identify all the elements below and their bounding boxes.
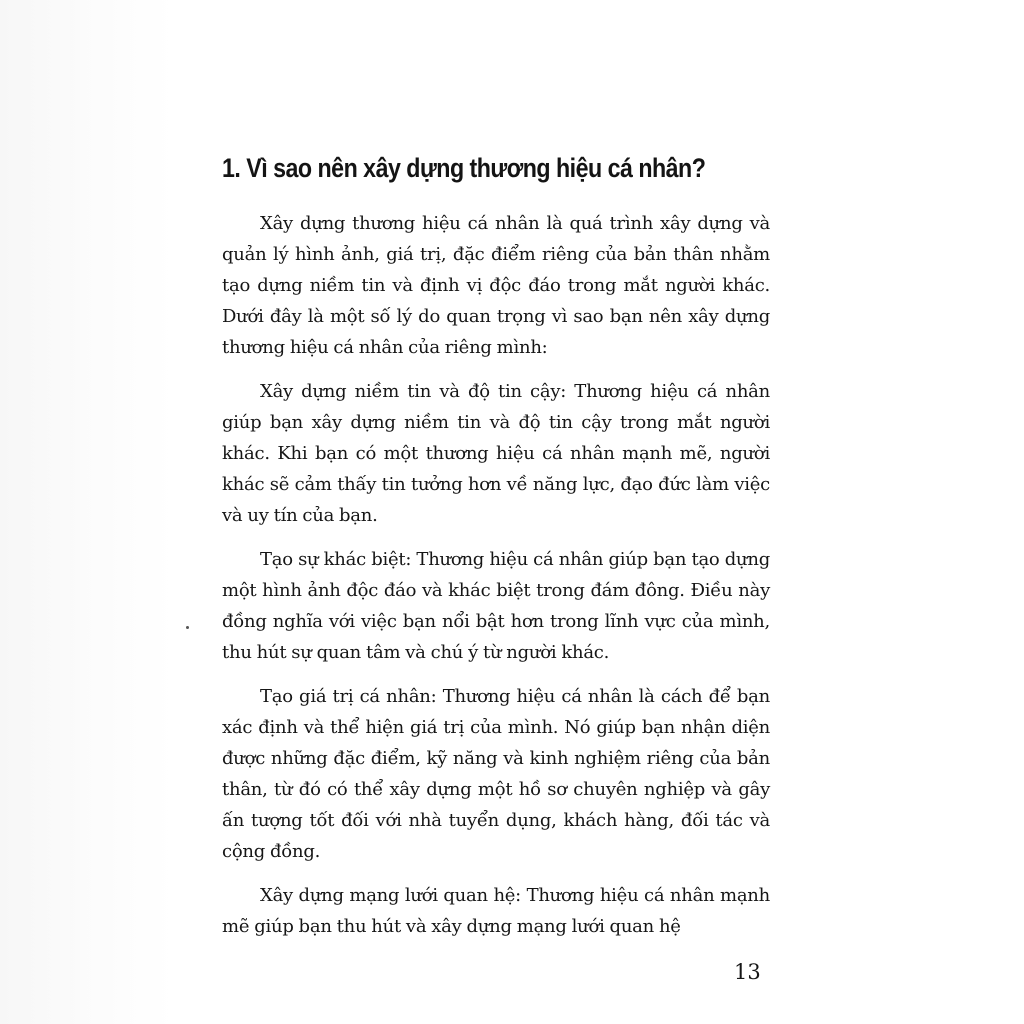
page-shadow bbox=[0, 0, 175, 1024]
paragraph-personal-value: Tạo giá trị cá nhân: Thương hiệu cá nhân là cách để bạn xác định và thể hiện giá trị của mình. Nó giúp bạn nhận diện được những đặc điểm, kỹ năng và kinh nghiệm riêng của bản thân, từ đó có thể xây dựng một hồ sơ chuyên nghiệp và gây ấn tượng tốt đối với nhà tuyển dụng, khách hàng, đối tác và cộng đồng. bbox=[222, 686, 770, 862]
paragraph-network: Xây dựng mạng lưới quan hệ: Thương hiệu cá nhân mạnh mẽ giúp bạn thu hút và xây dựng mạng lưới quan hệ bbox=[222, 885, 770, 937]
paragraph-intro: Xây dựng thương hiệu cá nhân là quá trình xây dựng và quản lý hình ảnh, giá trị, đặc điểm riêng của bản thân nhằm tạo dựng niềm tin và định vị độc đáo trong mắt người khác. Dưới đây là một số lý do quan trọng vì sao bạn nên xây dựng thương hiệu cá nhân của riêng mình: bbox=[222, 213, 770, 358]
paragraph-trust: Xây dựng niềm tin và độ tin cậy: Thương hiệu cá nhân giúp bạn xây dựng niềm tin và độ tin cậy trong mắt người khác. Khi bạn có một thương hiệu cá nhân mạnh mẽ, người khác sẽ cảm thấy tin tưởng hơn về năng lực, đạo đức làm việc và uy tín của bạn. bbox=[222, 381, 770, 526]
body-text bbox=[222, 208, 770, 955]
paragraph-differentiation: Tạo sự khác biệt: Thương hiệu cá nhân giúp bạn tạo dựng một hình ảnh độc đáo và khác biệt trong đám đông. Điều này đồng nghĩa với việc bạn nổi bật hơn trong lĩnh vực của mình, thu hút sự quan tâm và chú ý từ người khác. bbox=[222, 549, 770, 663]
ink-speck bbox=[186, 626, 189, 629]
section-heading: 1. Vì sao nên xây dựng thương hiệu cá nhân? bbox=[222, 153, 706, 183]
page-number: 13 bbox=[734, 960, 761, 984]
